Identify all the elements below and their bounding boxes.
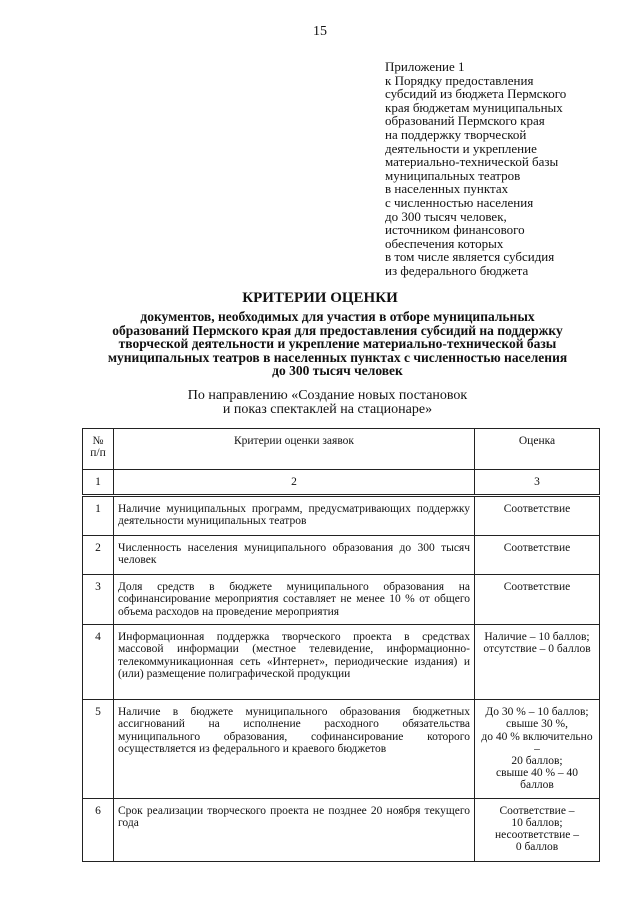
row-num: 2 [83,536,114,575]
appendix-line: края бюджетам муниципальных [385,99,563,115]
score-line: Соответствие [503,542,571,555]
row-score [475,575,600,625]
score-line: несоответствие – [494,829,580,842]
subtitle-line: муниципальных театров в населенных пунктах с численностью населения [107,349,568,365]
score-line: До 30 % – 10 баллов; [485,706,589,719]
appendix-line: деятельности и укрепление [385,140,537,156]
table-row [83,496,600,536]
appendix-line: источником финансового [385,222,525,238]
score-line: свыше 40 % – 40 баллов [495,767,579,792]
score-line: свыше 30 %, [506,718,568,731]
row-num: 4 [83,625,114,700]
row-num: 1 [83,496,114,536]
header-num: № п/п [83,429,114,470]
row-num: 3 [83,575,114,625]
appendix-line: к Порядку предоставления [385,72,534,88]
index-cell: 3 [475,470,600,496]
row-criteria: Численность населения муниципального образования до 300 тысяч человек [114,536,475,575]
table-row [83,536,600,575]
table-row [83,575,600,625]
table-row [83,798,600,861]
row-criteria: Доля средств в бюджете муниципального образования на софинансирование мероприятия составляет не менее 10 % от общего объема расходов на проведение мероприятия [114,575,475,625]
row-criteria: Наличие муниципальных программ, предусматривающих поддержку деятельности муниципальных театров [114,496,475,536]
row-criteria: Информационная поддержка творческого проекта в средствах массовой информации (местное телевидение, информационно-телекоммуникационная сеть «Интернет», периодические издания) и (или) размещение полиграфической продукции [114,625,475,700]
appendix-line: на поддержку творческой [385,126,527,142]
appendix-line: в населенных пунктах [385,181,509,197]
direction-line: и показ спектаклей на стационаре» [222,402,433,417]
score-line: Соответствие – [499,804,575,817]
row-score [475,798,600,861]
row-score [475,536,600,575]
table-row [83,625,600,700]
score-line: Соответствие [503,503,571,516]
subtitle-line: документов, необходимых для участия в отборе муниципальных [140,309,535,324]
appendix-note [385,60,625,278]
subtitle-line: образований Пермского края для предоставления субсидий на поддержку [112,322,563,338]
index-cell: 2 [114,470,475,496]
appendix-line: Приложение 1 [385,59,465,74]
appendix-line: муниципальных театров [385,167,521,183]
table-header-row [83,429,600,470]
subtitle-line: до 300 тысяч человек [272,363,403,378]
document-title: КРИТЕРИИ ОЦЕНКИ [242,290,398,306]
appendix-line: обеспечения которых [385,235,504,251]
row-score [475,496,600,536]
appendix-line: субсидий из бюджета Пермского [385,86,567,102]
header-score: Оценка [475,429,600,470]
score-line: до 40 % включительно – [481,730,593,755]
appendix-line: материально-технической базы [385,154,559,170]
appendix-line: до 300 тысяч человек, [385,208,507,224]
row-criteria: Срок реализации творческого проекта не позднее 20 ноября текущего года [114,798,475,861]
index-cell: 1 [83,470,114,496]
appendix-line: в том числе является субсидия [385,249,555,265]
criteria-table [82,428,600,862]
appendix-line: с численностью населения [385,194,534,210]
direction-heading [0,389,640,417]
score-line: Наличие – 10 баллов; [484,631,590,644]
table-row [83,700,600,798]
direction-line: По направлению «Создание новых постановок [187,388,468,403]
table-index-row [83,470,600,496]
row-score [475,700,600,798]
subtitle-line: творческой деятельности и укрепление материально-технической базы [118,336,557,351]
row-num: 6 [83,798,114,861]
row-score [475,625,600,700]
appendix-line: из федерального бюджета [385,262,529,278]
page-number: 15 [313,24,327,39]
score-line: отсутствие – 0 баллов [483,643,591,656]
appendix-line: образований Пермского края [385,113,545,129]
score-line: 0 баллов [515,841,559,854]
score-line: Соответствие [503,581,571,594]
document-subtitle [70,310,605,378]
header-criteria: Критерии оценки заявок [114,429,475,470]
score-line: 10 баллов; [511,816,563,829]
score-line: 20 баллов; [511,755,563,768]
row-num: 5 [83,700,114,798]
row-criteria: Наличие в бюджете муниципального образования бюджетных ассигнований на исполнение расходного обязательства муниципального образования, софинансирование которого осуществляется из федерального и краевого бюджетов [114,700,475,798]
